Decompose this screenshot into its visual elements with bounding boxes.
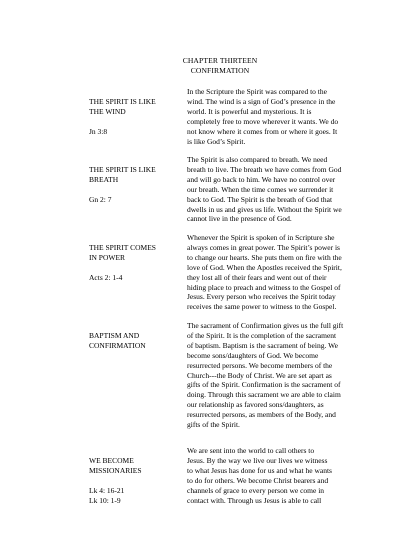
- scripture-reference: Jn 3:8: [89, 126, 108, 136]
- section-sidebar: [89, 155, 179, 214]
- section-body: The Spirit is also compared to breath. We need breath to live. The breath we have comes from God and will go back to him. We have no control over our breath. When the time comes we surrender it back to God. The Spirit is the breath of God that dwells in us and gives us life. Without the Spirit we cannot live in the presence of God.: [187, 155, 342, 224]
- section-body: We are sent into the world to call others to Jesus. By the way we live our lives we witness to what Jesus has done for us and what he wants to do for others. We become Christ bearers and channels of grace to every person we come in contact with. Through us Jesus is able to call: [187, 446, 332, 505]
- section-sidebar: [89, 321, 179, 371]
- section-body: In the Scripture the Spirit was compared to the wind. The wind is a sign of God’s presence in the world. It is powerful and mysterious. It is completely free to move wherever it wants. We do not know where it comes from or where it goes. It is like God’s Spirit.: [187, 87, 339, 146]
- chapter-header: [150, 56, 290, 75]
- chapter-title: CONFIRMATION: [190, 65, 250, 75]
- section-body: The sacrament of Confirmation gives us the full gift of the Spirit. It is the completion of the sacrament of baptism. Baptism is the sacrament of being. We become sons/daughters of God. We become resurrected persons. We become members of the Church---the Body of Christ. We are set apart as gifts of the Spirit. Confirmation is the sacrament of doing. Through this sacrament we are able to claim our relationship as favored sons/daughters, as resurrected persons, as members of the Body, and gifts of the Spirit.: [187, 321, 344, 430]
- section-heading: THE SPIRIT IS LIKE THE WIND: [89, 96, 156, 116]
- section-heading: THE SPIRIT COMES IN POWER: [89, 242, 156, 262]
- section-body: Whenever the Spirit is spoken of in Scripture she always comes in great power. The Spirit’s power is to change our hearts. She puts them on fire with the love of God. When the Apostles received the Spirit, they lost all of their fears and went out of their hiding place to preach and witness to the Gospel of Jesus. Every person who receives the Spirit today receives the same power to witness to the Gospel.: [187, 233, 342, 312]
- section-heading: BAPTISM AND CONFIRMATION: [89, 330, 146, 350]
- scripture-reference: Gn 2: 7: [89, 194, 112, 204]
- section-heading: THE SPIRIT IS LIKE BREATH: [89, 164, 156, 184]
- chapter-number: CHAPTER THIRTEEN: [182, 56, 258, 65]
- section-sidebar: [89, 87, 179, 146]
- section-heading: WE BECOME MISSIONARIES: [89, 455, 142, 475]
- section-sidebar: [89, 446, 179, 515]
- scripture-reference: Acts 2: 1-4: [89, 272, 123, 282]
- section-sidebar: [89, 233, 179, 292]
- scripture-reference: Lk 4: 16-21 Lk 10: 1-9: [89, 485, 125, 505]
